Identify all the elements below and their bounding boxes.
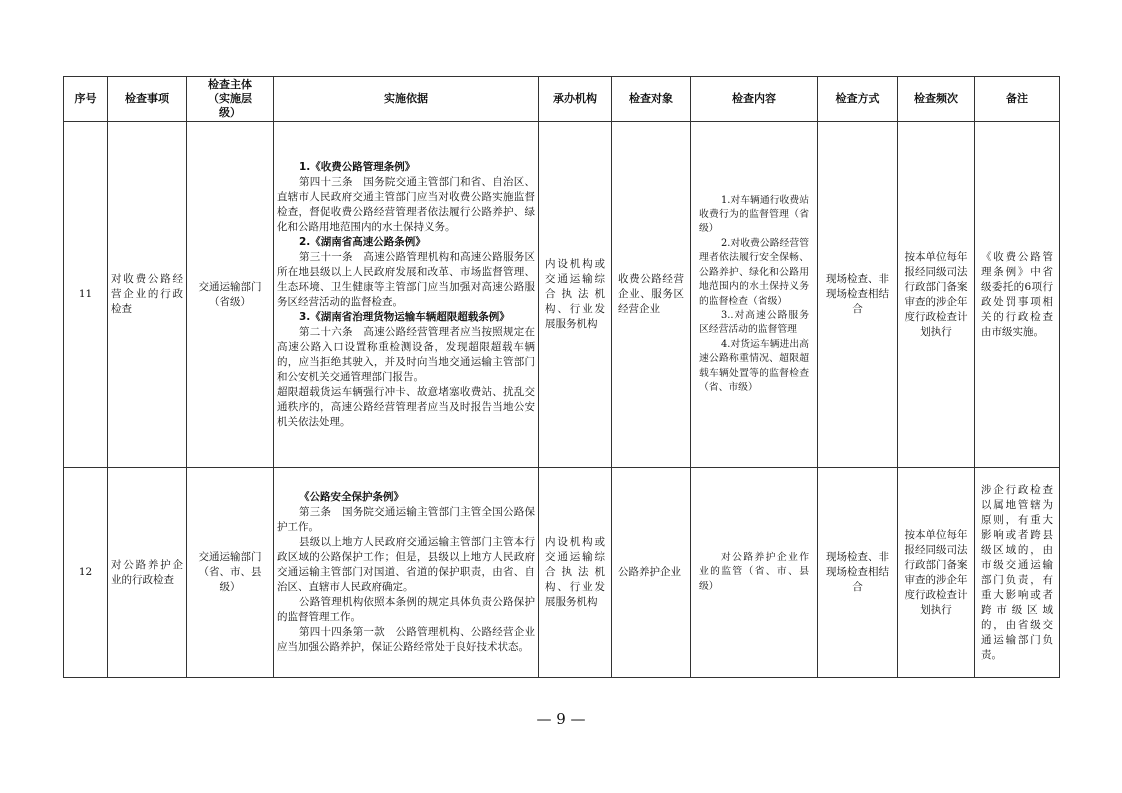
basis-title: 《公路安全保护条例》 bbox=[299, 491, 404, 503]
inspection-method: 现场检查、非现场检查相结合 bbox=[818, 468, 898, 678]
content-item: 3..对高速公路服务区经营活动的监督管理 bbox=[699, 309, 809, 336]
content-item: 4.对货运车辆进出高速公路称重情况、超限超载车辆处置等的监督检查（省、市级） bbox=[699, 338, 809, 393]
inspection-item: 对收费公路经营企业的行政检查 bbox=[108, 122, 187, 468]
basis-paragraph: 第四十四条第一款 公路管理机构、公路经营企业应当加强公路养护，保证公路经常处于良好技术状态。 bbox=[277, 626, 535, 653]
header-cell: 序号 bbox=[64, 77, 108, 122]
basis-title: 1.《收费公路管理条例》 bbox=[299, 160, 416, 173]
row-number: 12 bbox=[64, 468, 108, 678]
remark: 涉企行政检查以属地管辖为原则，有重大影响或者跨县级区域的，由市级交通运输部门负责，有重大影响或者跨市级区域的，由省级交通运输部门负责。 bbox=[975, 468, 1060, 678]
header-cell: 检查频次 bbox=[898, 77, 975, 122]
inspection-table bbox=[63, 76, 1060, 678]
content-item: 1.对车辆通行收费站收费行为的监督管理（省级） bbox=[699, 194, 809, 235]
header-cell: 检查内容 bbox=[691, 77, 818, 122]
handling-org: 内设机构或交通运输综合执法机构、行业发展服务机构 bbox=[539, 122, 612, 468]
table-row bbox=[64, 468, 1060, 678]
header-cell: 检查事项 bbox=[108, 77, 187, 122]
inspection-content bbox=[691, 122, 818, 468]
basis-paragraph: 公路管理机构依照本条例的规定具体负责公路保护的监督管理工作。 bbox=[277, 596, 535, 623]
handling-org: 内设机构或交通运输综合执法机构、行业发展服务机构 bbox=[539, 468, 612, 678]
page-number: — 9 — bbox=[536, 710, 586, 728]
basis-paragraph: 县级以上地方人民政府交通运输主管部门主管本行政区域的公路保护工作；但是，县级以上地方人民政府交通运输主管部门对国道、省道的保护职责，由省、自治区、直辖市人民政府确定。 bbox=[277, 536, 535, 593]
basis-paragraph: 第三十一条 高速公路管理机构和高速公路服务区所在地县级以上人民政府发展和改革、市场监督管理、生态环境、卫生健康等主管部门应当加强对高速公路服务区经营活动的监督检查。 bbox=[277, 250, 535, 308]
table-header-row bbox=[64, 77, 1060, 122]
basis-title: 3.《湖南省治理货物运输车辆超限超载条例》 bbox=[299, 310, 510, 323]
implementation-basis bbox=[274, 468, 539, 678]
basis-paragraph: 超限超载货运车辆强行冲卡、故意堵塞收费站、扰乱交通秩序的，高速公路经营管理者应当及时报告当地公安机关依法处理。 bbox=[277, 385, 535, 428]
header-cell: 检查对象 bbox=[612, 77, 691, 122]
content-item: 2.对收费公路经营管理者依法履行安全保畅、公路养护、绿化和公路用地范围内的水土保持义务的监督检查（省级） bbox=[699, 237, 809, 307]
remark: 《收费公路管理条例》中省级委托的6项行政处罚事项相关的行政检查由市级实施。 bbox=[975, 122, 1060, 468]
basis-paragraph: 第二十六条 高速公路经营管理者应当按照规定在高速公路入口设置称重检测设备，发现超限超载车辆的，应当拒绝其驶入，并及时向当地交通运输主管部门和公安机关交通管理部门报告。 bbox=[277, 325, 535, 383]
inspection-subject: 交通运输部门（省级） bbox=[187, 122, 274, 468]
header-cell: 实施依据 bbox=[274, 77, 539, 122]
header-cell: 检查主体（实施层级） bbox=[187, 77, 274, 122]
inspection-frequency: 按本单位每年报经同级司法行政部门备案审查的涉企年度行政检查计划执行 bbox=[898, 122, 975, 468]
inspection-item: 对公路养护企业的行政检查 bbox=[108, 468, 187, 678]
basis-title: 2.《湖南省高速公路条例》 bbox=[299, 235, 426, 248]
inspection-subject: 交通运输部门（省、市、县级） bbox=[187, 468, 274, 678]
inspection-content bbox=[691, 468, 818, 678]
content-item: 对公路养护企业作业的监管（省、市、县级） bbox=[699, 551, 809, 592]
inspection-object: 公路养护企业 bbox=[612, 468, 691, 678]
inspection-object: 收费公路经营企业、服务区经营企业 bbox=[612, 122, 691, 468]
header-cell: 检查方式 bbox=[818, 77, 898, 122]
implementation-basis bbox=[274, 122, 539, 468]
inspection-method: 现场检查、非现场检查相结合 bbox=[818, 122, 898, 468]
header-cell: 承办机构 bbox=[539, 77, 612, 122]
table-row bbox=[64, 122, 1060, 468]
inspection-frequency: 按本单位每年报经同级司法行政部门备案审查的涉企年度行政检查计划执行 bbox=[898, 468, 975, 678]
header-cell: 备注 bbox=[975, 77, 1060, 122]
row-number: 11 bbox=[64, 122, 108, 468]
basis-paragraph: 第三条 国务院交通运输主管部门主管全国公路保护工作。 bbox=[277, 506, 535, 533]
basis-paragraph: 第四十三条 国务院交通主管部门和省、自治区、直辖市人民政府交通主管部门应当对收费公路实施监督检查，督促收费公路经营管理者依法履行公路养护、绿化和公路用地范围内的水土保持义务。 bbox=[277, 175, 535, 233]
